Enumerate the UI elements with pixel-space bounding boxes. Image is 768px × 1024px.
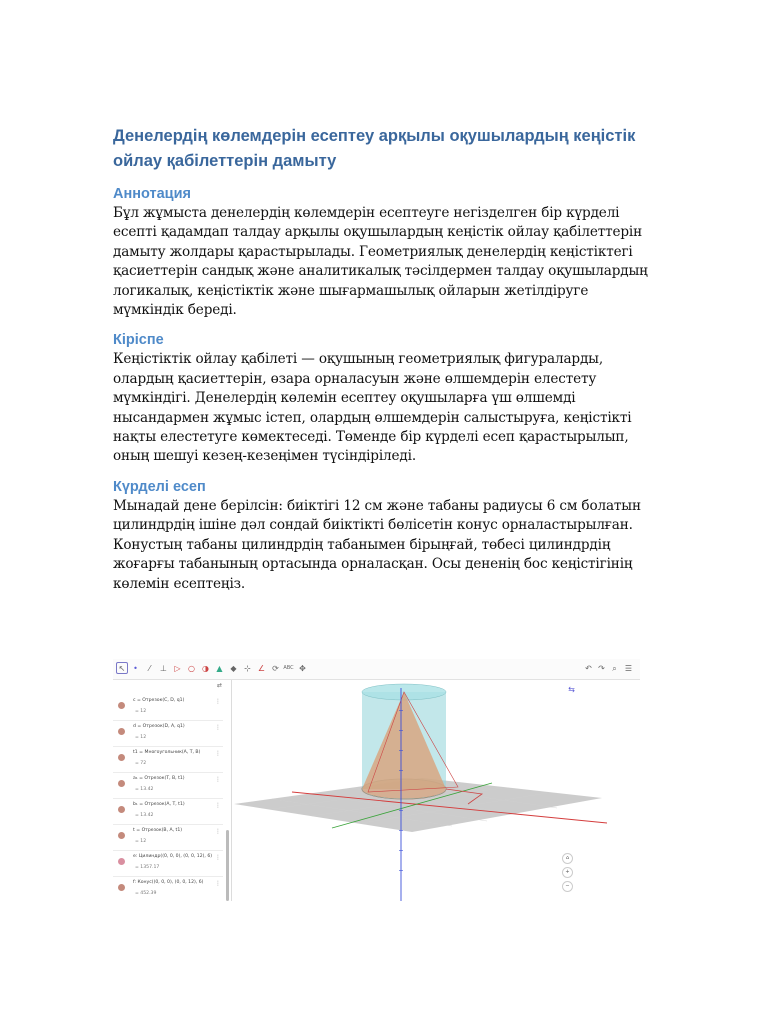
section-text-annotation: Бұл жұмыста денелердің көлемдерін есептеуге негізделген бір күрделі есепті қадамдап талдау арқылы оқушылардың кеңістік ойлау қабілеттерін дамыту жолдары қарастырылады. Геометриялық денелердің кеңістіктегі қасиеттерін сандық және аналитикалық тәсілдермен талдау оқушылардың логикалық, кеңістіктік және шығармашылық ойларын жетілдіруге мүмкіндік береді. xyxy=(113,205,648,319)
algebra-definition: c = Отрезок(C, D, q1) xyxy=(133,698,185,703)
algebra-definition: d = Отрезок(D, A, q1) xyxy=(133,724,185,729)
undo-icon[interactable]: ↶ xyxy=(585,664,592,673)
more-options-icon[interactable]: ⋮ xyxy=(215,724,221,731)
algebra-value: = 12 xyxy=(135,709,147,714)
algebra-value: = 12 xyxy=(135,839,147,844)
geogebra-screenshot xyxy=(113,659,640,901)
perpendicular-icon[interactable]: ⊥ xyxy=(160,664,167,673)
more-options-icon[interactable]: ⋮ xyxy=(215,750,221,757)
home-icon[interactable]: ⌂ xyxy=(562,853,573,864)
reflect-icon[interactable]: ⊹ xyxy=(244,664,251,673)
algebra-view xyxy=(113,680,232,901)
section-text-introduction: Кеңістіктік ойлау қабілеті — оқушының геометриялық фигураларды, олардың қасиеттерін, өзара орналасуын және өлшемдерін елестету мүмкіндігі. Денелердің көлемін есептеу оқушыларға үш өлшемді нысандармен жұмыс істеп, олардың өлшемдерін салыстыруға, кеңістікті нақты елестетуге көмектеседі. Төменде бір күрделі есеп қарастырылып, оның шешуі кезең-кезеңімен түсіндіріледі. xyxy=(113,351,632,465)
page-title: Денелердің көлемдерін есептеу арқылы оқушылардың кеңістік ойлау қабілеттерін дамыту xyxy=(113,127,636,170)
redo-icon[interactable]: ↷ xyxy=(598,664,605,673)
algebra-definition: e: Цилиндр((0, 0, 0), (0, 0, 12), 6) xyxy=(133,854,213,859)
visibility-toggle[interactable] xyxy=(118,780,125,787)
visibility-toggle[interactable] xyxy=(118,728,125,735)
move-tool-icon[interactable]: ↖ xyxy=(116,662,128,674)
algebra-scrollbar[interactable] xyxy=(226,830,229,901)
prism-icon[interactable]: ◆ xyxy=(230,664,237,673)
zoom-in-icon[interactable]: + xyxy=(562,867,573,878)
algebra-row[interactable] xyxy=(113,720,223,747)
graphics-3d-view[interactable] xyxy=(232,680,640,901)
algebra-value: = 13.42 xyxy=(135,813,154,818)
rotate-icon[interactable]: ⟳ xyxy=(272,664,279,673)
visibility-toggle[interactable] xyxy=(118,858,125,865)
more-options-icon[interactable]: ⋮ xyxy=(215,828,221,835)
more-options-icon[interactable]: ⋮ xyxy=(215,776,221,783)
algebra-row[interactable] xyxy=(113,746,223,773)
text-tool-icon[interactable]: ABC xyxy=(283,665,294,671)
document-body xyxy=(113,124,658,604)
section-heading-problem: Күрделі есеп xyxy=(113,478,206,495)
more-options-icon[interactable]: ⋮ xyxy=(215,854,221,861)
algebra-row[interactable] xyxy=(113,772,223,799)
algebra-definition: b₁ = Отрезок(A, T, t1) xyxy=(133,802,185,807)
visibility-toggle[interactable] xyxy=(118,832,125,839)
algebra-value: = 452.39 xyxy=(135,891,157,896)
zoom-out-icon[interactable]: − xyxy=(562,881,573,892)
algebra-value: = 72 xyxy=(135,761,147,766)
circle-icon[interactable]: ○ xyxy=(188,664,195,673)
search-icon[interactable]: ⌕ xyxy=(612,664,617,673)
algebra-value: = 13.42 xyxy=(135,787,154,792)
algebra-row[interactable] xyxy=(113,824,223,851)
algebra-style-icon[interactable]: ⇄ xyxy=(217,682,223,689)
algebra-row[interactable] xyxy=(113,798,223,825)
section-heading-introduction: Кіріспе xyxy=(113,332,164,349)
section-text-problem: Мынадай дене берілсін: биіктігі 12 см және табаны радиусы 6 см болатын цилиндрдің ішіне дәл сондай биіктікті бөлісетін конус орналастырылған. Конустың табаны цилиндрдің табанымен бірыңғай, төбесі цилиндрдің жоғарғы табанының ортасында орналасқан. Осы дененің бос кеңістігінің көлемін есептеңіз. xyxy=(113,497,641,592)
more-options-icon[interactable]: ⋮ xyxy=(215,880,221,887)
line-tool-icon[interactable]: ⁄ xyxy=(148,664,151,673)
geogebra-toolbar xyxy=(113,659,640,680)
visibility-toggle[interactable] xyxy=(118,754,125,761)
point-tool-icon[interactable]: • xyxy=(133,664,138,673)
algebra-definition: a₁ = Отрезок(T, B, t1) xyxy=(133,776,185,781)
algebra-definition: t = Отрезок(B, A, t1) xyxy=(133,828,183,833)
algebra-definition: t1 = Многоугольник(A, T, B) xyxy=(133,750,201,755)
algebra-row[interactable] xyxy=(113,694,223,721)
algebra-definition: f: Конус((0, 0, 0), (0, 0, 12), 6) xyxy=(133,880,204,885)
algebra-value: = 1357.17 xyxy=(135,865,160,870)
sphere-icon[interactable]: ◑ xyxy=(202,664,209,673)
algebra-row[interactable] xyxy=(113,850,223,877)
view-style-icon[interactable]: ⇆ xyxy=(568,685,575,694)
more-options-icon[interactable]: ⋮ xyxy=(215,698,221,705)
algebra-row[interactable] xyxy=(113,876,223,901)
section-heading-annotation: Аннотация xyxy=(113,186,191,202)
menu-icon[interactable]: ☰ xyxy=(624,664,633,673)
visibility-toggle[interactable] xyxy=(118,806,125,813)
more-options-icon[interactable]: ⋮ xyxy=(215,802,221,809)
algebra-value: = 12 xyxy=(135,735,147,740)
polygon-icon[interactable]: ▷ xyxy=(174,664,181,673)
pyramid-icon[interactable]: ▲ xyxy=(216,664,223,673)
move-view-icon[interactable]: ✥ xyxy=(299,664,306,673)
angle-icon[interactable]: ∠ xyxy=(257,664,266,673)
visibility-toggle[interactable] xyxy=(118,884,125,891)
visibility-toggle[interactable] xyxy=(118,702,125,709)
